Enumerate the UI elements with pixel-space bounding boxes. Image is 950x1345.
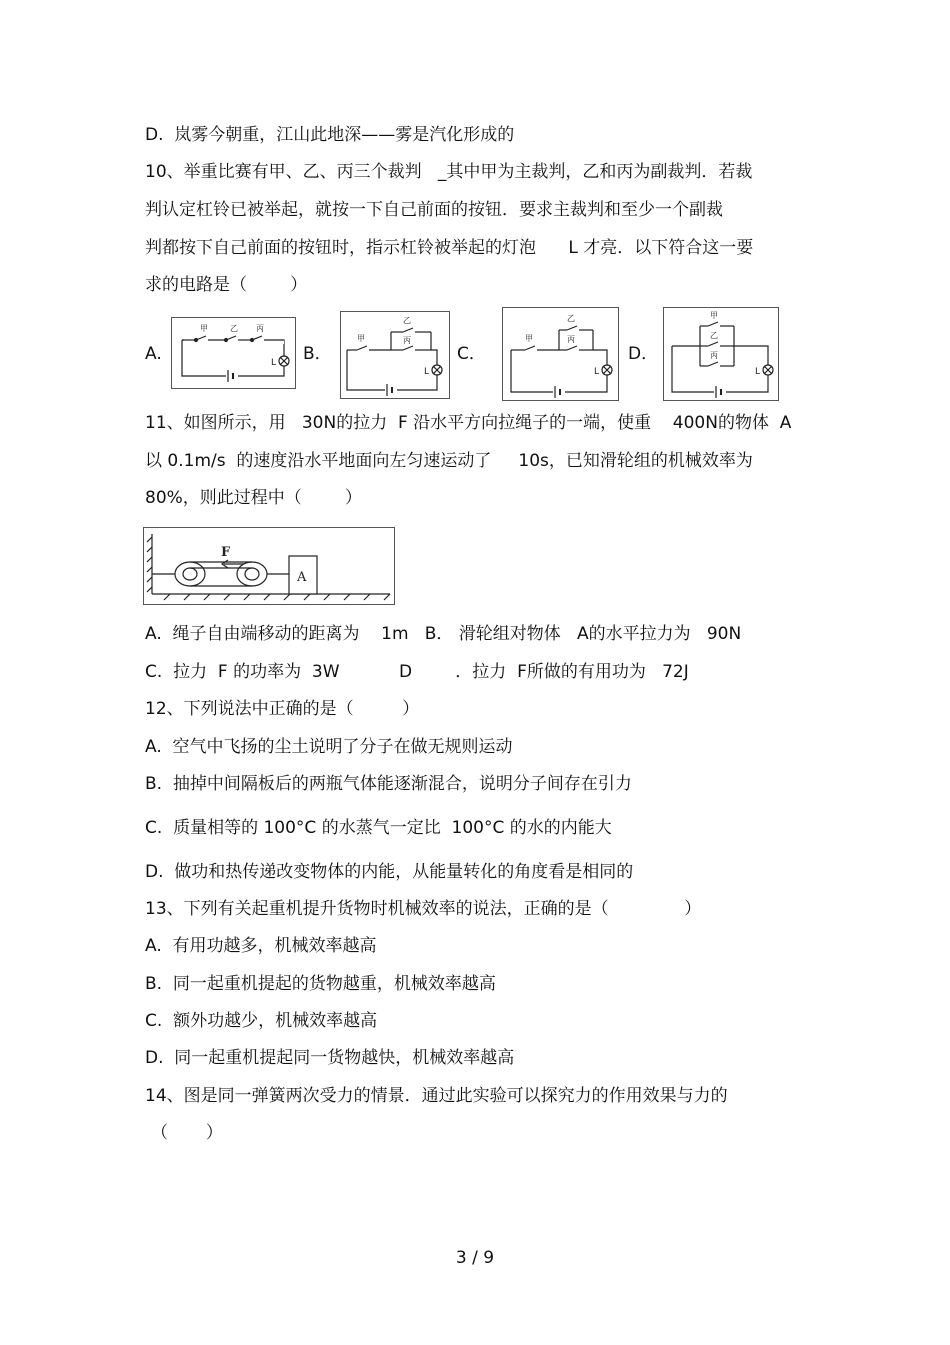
circuit-diagram-c: [502, 307, 619, 401]
label-lamp: L: [755, 367, 761, 377]
label-lamp: L: [594, 367, 600, 377]
q11-stem-line-2: 以 0.1m/s 的速度沿水平地面向左匀速运动了 10s，已知滑轮组的机械效率为: [145, 451, 753, 471]
q10-stem-line-3: 判都按下自己前面的按钮时，指示杠铃被举起的灯泡 L 才亮．以下符合这一要: [145, 238, 754, 258]
circuit-diagram-d: [663, 307, 779, 401]
label-yi: 乙: [567, 314, 575, 323]
label-lamp: L: [424, 367, 430, 377]
q11-stem-line-1: 11、如图所示，用 30N的拉力 F 沿水平方向拉绳子的一端，使重 400N的物体 A: [145, 413, 792, 433]
label-bing: 丙: [403, 336, 411, 345]
object-label: A: [297, 570, 307, 585]
label-yi: 乙: [230, 324, 238, 333]
circuit-label-a: A.: [145, 344, 162, 364]
label-jia: 甲: [200, 324, 208, 333]
label-jia: 甲: [710, 311, 718, 320]
q11-options-ab: A. 绳子自由端移动的距离为 1m B． 滑轮组对物体 A的水平拉力为 90N: [145, 624, 742, 644]
q14-stem-line-2: （ ）: [151, 1123, 223, 1143]
circuit-diagram-b: [340, 311, 450, 399]
q10-stem-line-4: 求的电路是（ ）: [145, 275, 308, 295]
circuit-label-c: C．: [457, 344, 486, 364]
label-yi: 乙: [710, 331, 718, 340]
q14-stem-line-1: 14、图是同一弹簧两次受力的情景．通过此实验可以探究力的作用效果与力的: [145, 1086, 728, 1106]
q12-option-c: C. 质量相等的 100°C 的水蒸气一定比 100°C 的水的内能大: [145, 818, 612, 838]
label-lamp: L: [271, 358, 277, 368]
label-yi: 乙: [403, 316, 411, 325]
q11-options-cd: C. 拉力 F 的功率为 3W D ．拉力 F所做的有用功为 72J: [145, 662, 689, 682]
q13-option-a: A. 有用功越多，机械效率越高: [145, 936, 377, 956]
q13-option-d: D. 同一起重机提起同一货物越快，机械效率越高: [145, 1048, 515, 1068]
q12-option-b: B. 抽掉中间隔板后的两瓶气体能逐渐混合，说明分子间存在引力: [145, 774, 632, 794]
pulley-figure: [143, 527, 395, 605]
q9-option-d: D. 岚雾今朝重，江山此地深——雾是汽化形成的: [145, 125, 515, 145]
label-jia: 甲: [357, 334, 365, 343]
circuit-diagram-a: [171, 317, 296, 389]
force-label: F: [221, 545, 231, 560]
q12-stem: 12、下列说法中正确的是（ ）: [145, 699, 420, 719]
circuit-label-d: D．: [628, 344, 659, 364]
q10-stem-line-1: 10、举重比赛有甲、乙、丙三个裁判 _其中甲为主裁判，乙和丙为副裁判．若裁: [145, 162, 753, 182]
q10-stem-line-2: 判认定杠铃已被举起，就按一下自己前面的按钮．要求主裁判和至少一个副裁: [145, 200, 723, 220]
q13-option-c: C. 额外功越少，机械效率越高: [145, 1011, 378, 1031]
page-number: 3 / 9: [455, 1248, 495, 1268]
label-bing: 丙: [256, 324, 264, 333]
circuit-label-b: B．: [303, 344, 332, 364]
q13-stem: 13、下列有关起重机提升货物时机械效率的说法，正确的是（ ）: [145, 899, 702, 919]
label-jia: 甲: [525, 334, 533, 343]
label-bing: 丙: [710, 351, 718, 360]
label-bing: 丙: [567, 335, 575, 344]
q13-option-b: B. 同一起重机提起的货物越重，机械效率越高: [145, 974, 496, 994]
q12-option-a: A. 空气中飞扬的尘土说明了分子在做无规则运动: [145, 737, 513, 757]
q12-option-d: D. 做功和热传递改变物体的内能，从能量转化的角度看是相同的: [145, 862, 634, 882]
q11-stem-line-3: 80%，则此过程中（ ）: [145, 488, 363, 508]
